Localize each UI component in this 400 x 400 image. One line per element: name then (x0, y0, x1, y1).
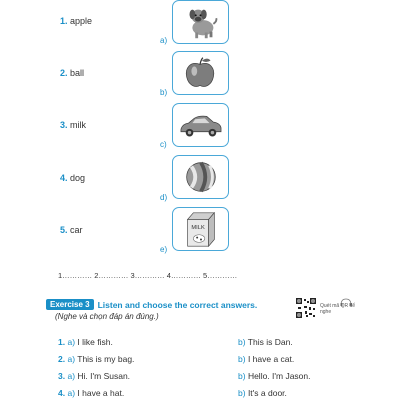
question-number: 1. (58, 337, 66, 347)
question-1 (58, 337, 113, 347)
option-b-letter[interactable]: b) (238, 354, 246, 364)
picture-letter-a: a) (160, 36, 168, 45)
option-a-letter[interactable]: a) (67, 354, 76, 364)
dog-icon (173, 1, 228, 43)
milk-label: MILK (191, 225, 205, 231)
question-number: 3. (58, 371, 66, 381)
word-text: apple (70, 16, 93, 26)
option-a-text[interactable]: This is my bag. (77, 354, 135, 364)
question-2 (58, 354, 134, 364)
option-a-text[interactable]: I have a hat. (77, 388, 125, 398)
word-item-2 (60, 68, 84, 78)
option-b-letter[interactable]: b) (238, 388, 246, 398)
option-b-text[interactable]: Hello. I'm Jason. (247, 371, 311, 381)
word-text: car (70, 225, 83, 235)
word-item-3 (60, 120, 86, 130)
exercise-3-header (46, 296, 257, 308)
question-4 (58, 388, 124, 398)
option-b-text[interactable]: It's a door. (247, 388, 287, 398)
car-icon (173, 104, 228, 146)
question-4-option-b[interactable] (238, 388, 287, 398)
dog-picture (172, 0, 229, 44)
picture-letter-c: c) (160, 140, 167, 149)
word-number: 4. (60, 173, 68, 183)
word-text: dog (70, 173, 86, 183)
picture-letter-e: e) (160, 245, 168, 254)
question-3 (58, 371, 130, 381)
option-b-letter[interactable]: b) (238, 371, 246, 381)
question-3-option-b[interactable] (238, 371, 311, 381)
word-item-5 (60, 225, 83, 235)
exercise-badge: Exercise 3 (46, 299, 94, 310)
word-number: 3. (60, 120, 68, 130)
option-a-text[interactable]: I like fish. (77, 337, 113, 347)
car-picture (172, 103, 229, 147)
picture-letter-b: b) (160, 88, 168, 97)
word-text: milk (70, 120, 87, 130)
picture-letter-d: d) (160, 193, 168, 202)
milk-carton-picture (172, 207, 229, 251)
option-a-letter[interactable]: a) (67, 371, 76, 381)
apple-icon (173, 52, 228, 94)
option-a-text[interactable]: Hi. I'm Susan. (77, 371, 131, 381)
word-item-4 (60, 173, 85, 183)
word-item-1 (60, 16, 92, 26)
question-number: 2. (58, 354, 66, 364)
word-text: ball (70, 68, 85, 78)
word-number: 2. (60, 68, 68, 78)
qr-note: Quét mã QR để nghe (320, 303, 356, 315)
milk-carton-icon (173, 208, 228, 250)
option-b-letter[interactable]: b) (238, 337, 246, 347)
ball-icon (173, 156, 228, 198)
question-1-option-b[interactable] (238, 337, 293, 347)
word-number: 1. (60, 16, 68, 26)
option-a-letter[interactable]: a) (67, 337, 76, 347)
question-number: 4. (58, 388, 66, 398)
qr-code-icon[interactable] (296, 298, 316, 318)
word-number: 5. (60, 225, 68, 235)
answer-blanks[interactable]: 1………… 2………… 3………… 4………… 5………… (58, 271, 238, 280)
exercise-subtitle: (Nghe và chọn đáp án đúng.) (55, 312, 159, 321)
option-a-letter[interactable]: a) (67, 388, 76, 398)
question-2-option-b[interactable] (238, 354, 294, 364)
apple-picture (172, 51, 229, 95)
exercise-title: Listen and choose the correct answers. (97, 299, 258, 310)
option-b-text[interactable]: I have a cat. (247, 354, 295, 364)
option-b-text[interactable]: This is Dan. (247, 337, 293, 347)
ball-picture (172, 155, 229, 199)
